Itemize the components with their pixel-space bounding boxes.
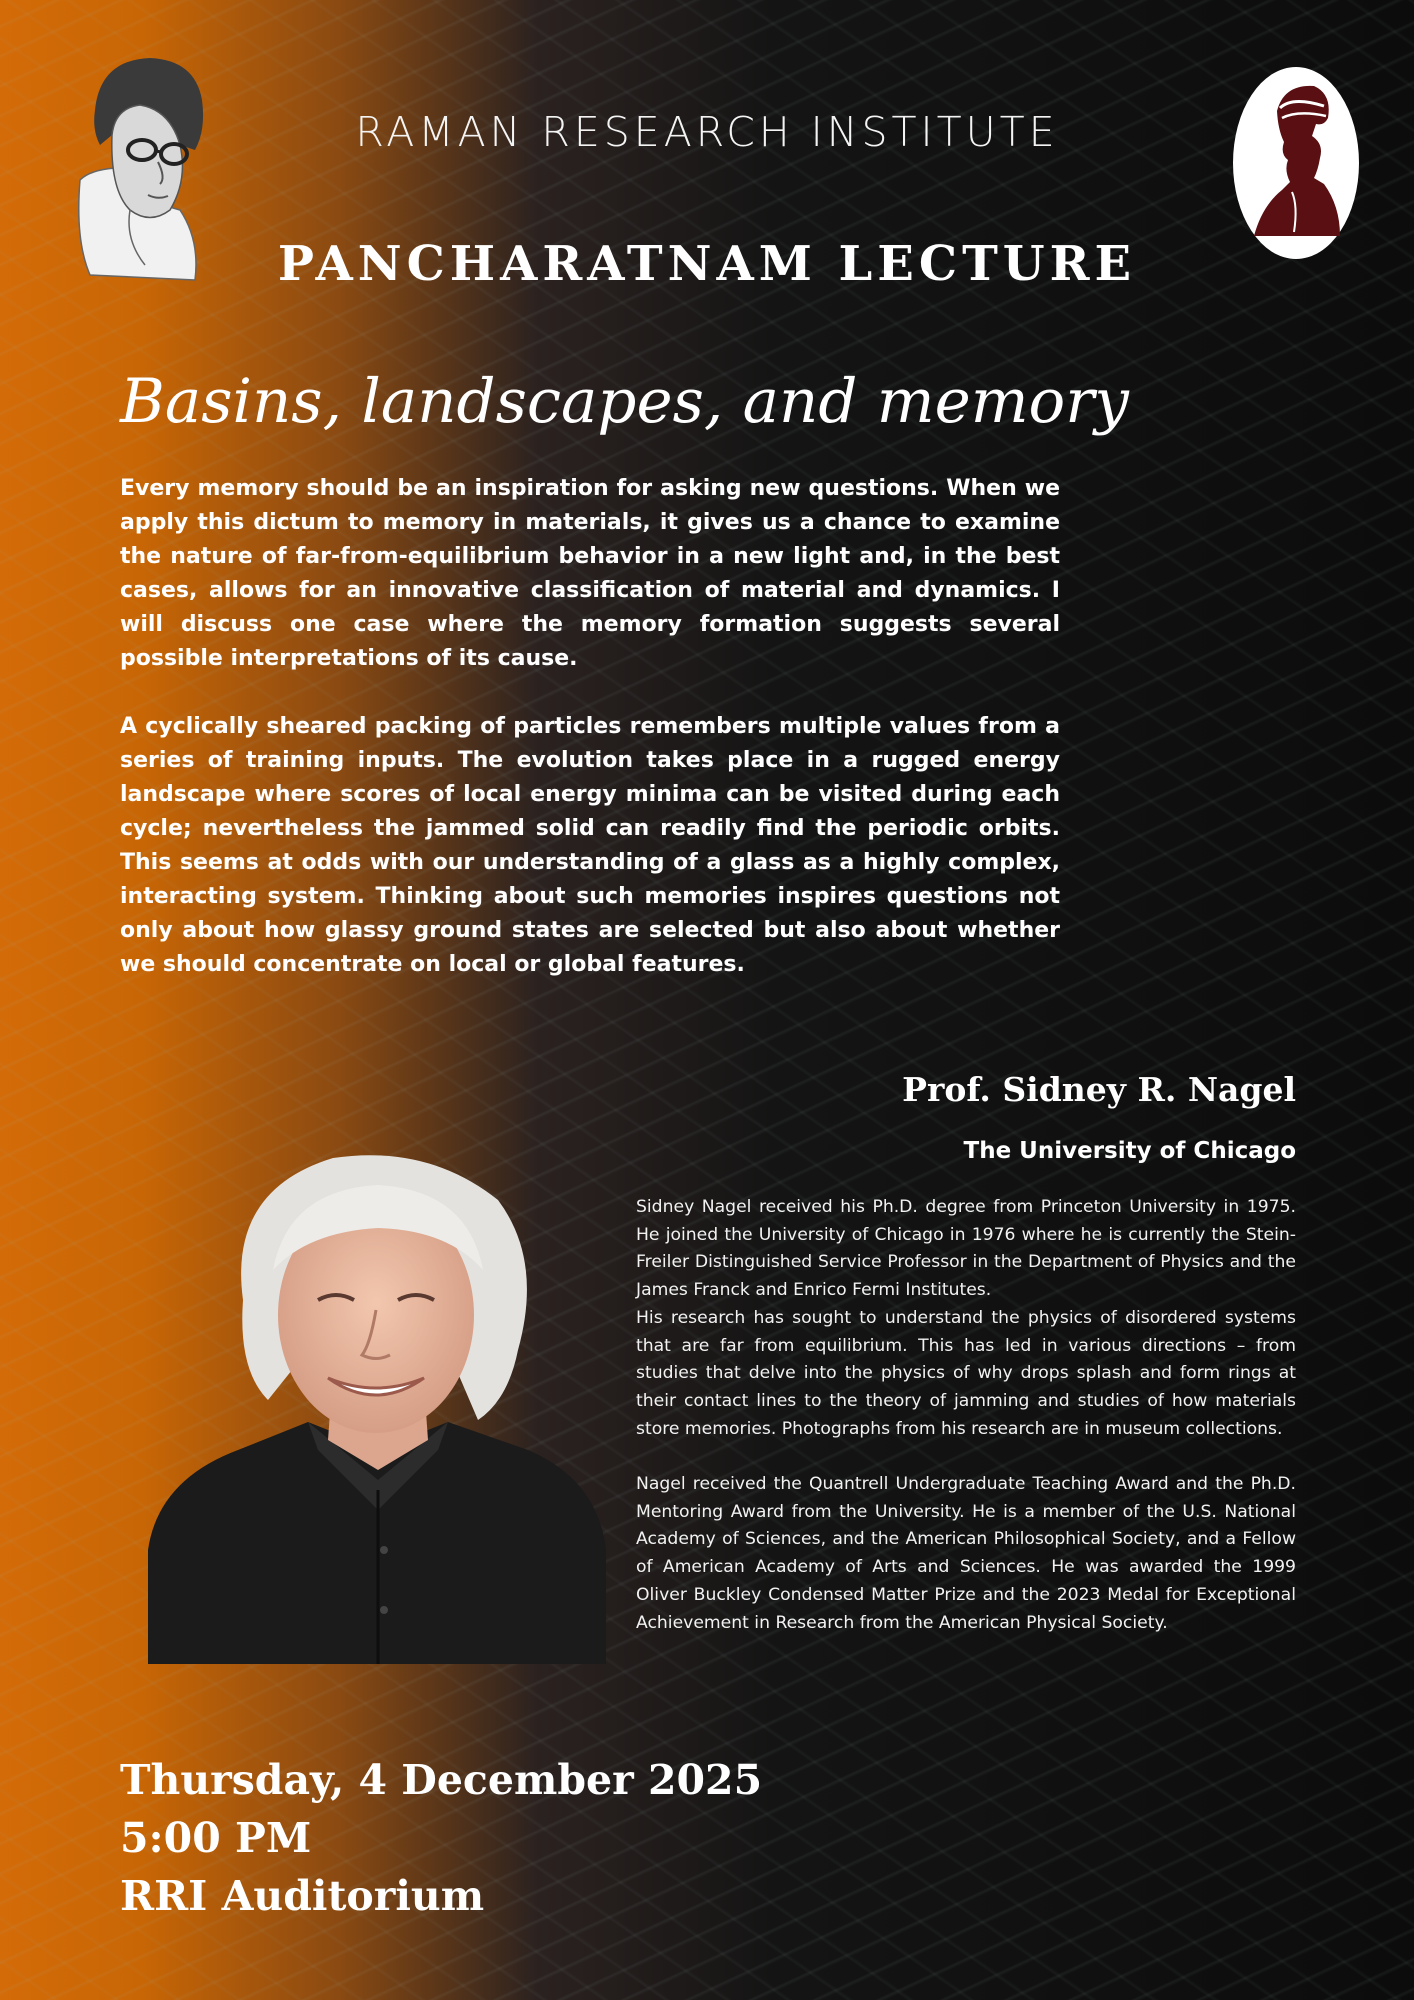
abstract-paragraph-1: Every memory should be an inspiration for asking new questions. When we apply this dictum to memory in materials, it gives us a chance to examine the nature of far-from-equilibrium behavior in a new light and, in the best cases, allows for an innovative classification of material and dynamics. I will discuss one case where the memory formation suggests several possible interpretations of its cause.: [120, 476, 1060, 671]
event-time: 5:00 PM: [120, 1814, 312, 1862]
pancharatnam-sketch-portrait: [70, 50, 220, 285]
lecture-series-title: PANCHARATNAM LECTURE: [277, 236, 1137, 292]
sketch-portrait-image: [70, 50, 220, 285]
speaker-name: Prof. Sidney R. Nagel: [902, 1070, 1296, 1109]
speaker-photo: [148, 1150, 606, 1664]
event-date: Thursday, 4 December 2025: [120, 1756, 763, 1804]
rri-emblem-logo: [1232, 66, 1360, 260]
speaker-bio-paragraph-2: His research has sought to understand the physics of disordered systems that are far from equilibrium. This has led in various directions – from studies that delve into the physics of why drops splash and form rings at their contact lines to the theory of jamming and studies of how materials store memories. Photographs from his research are in museum collections.: [636, 1308, 1296, 1439]
institute-name: RAMAN RESEARCH INSTITUTE: [355, 108, 1059, 156]
speaker-affiliation: The University of Chicago: [963, 1138, 1296, 1164]
raman-silhouette-logo: [1232, 66, 1360, 260]
talk-title: Basins, landscapes, and memory: [120, 366, 1129, 437]
speaker-bio-paragraph-1: Sidney Nagel received his Ph.D. degree from Princeton University in 1975. He joined the University of Chicago in 1976 where he is currently the Stein-Freiler Distinguished Service Professor in the Department of Physics and the James Franck and Enrico Fermi Institutes.: [636, 1197, 1296, 1301]
speaker-portrait-image: [148, 1150, 606, 1664]
event-venue: RRI Auditorium: [120, 1872, 485, 1920]
abstract-paragraph-2: A cyclically sheared packing of particles remembers multiple values from a series of training inputs. The evolution takes place in a rugged energy landscape where scores of local energy minima can be visited during each cycle; nevertheless the jammed solid can readily find the periodic orbits. This seems at odds with our understanding of a glass as a highly complex, interacting system. Thinking about such memories inspires questions not only about how glassy ground states are selected but also about whether we should concentrate on local or global features.: [120, 714, 1060, 977]
speaker-bio-paragraph-3: Nagel received the Quantrell Undergraduate Teaching Award and the Ph.D. Mentoring Award from the University. He is a member of the U.S. National Academy of Sciences, and the American Philosophical Society, and a Fellow of American Academy of Arts and Sciences. He was awarded the 1999 Oliver Buckley Condensed Matter Prize and the 2023 Medal for Exceptional Achievement in Research from the American Physical Society.: [636, 1474, 1296, 1633]
